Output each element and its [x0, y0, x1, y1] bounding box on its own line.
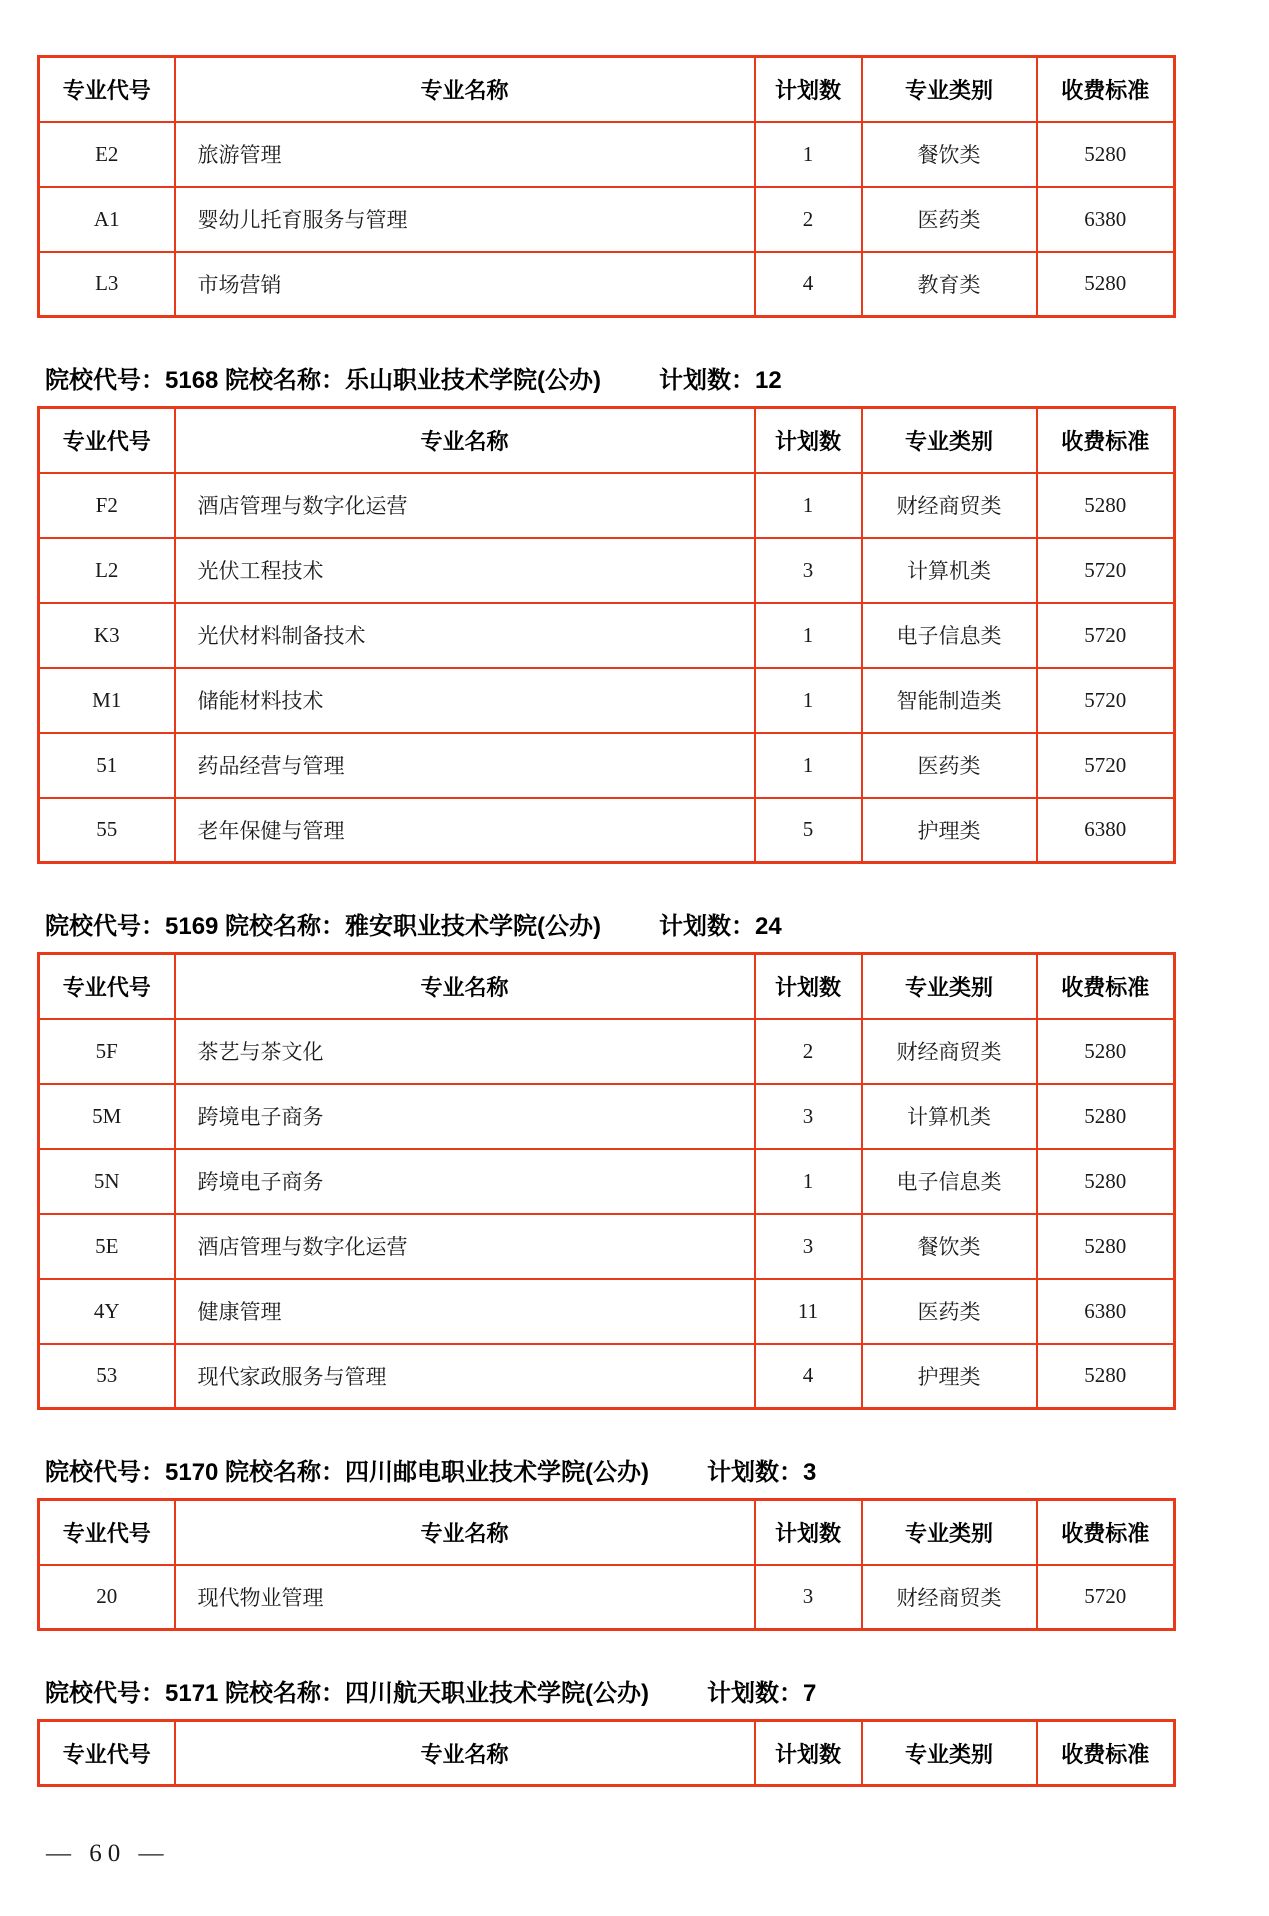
cell-major-code: 55: [39, 798, 175, 863]
cell-major-category: 教育类: [862, 252, 1037, 317]
cell-major-name: 储能材料技术: [175, 668, 755, 733]
table-row: [39, 187, 1175, 252]
cell-fee-standard: 5280: [1037, 1019, 1175, 1084]
col-header-major-code: 专业代号: [39, 954, 175, 1019]
col-header-plan-count: 计划数: [755, 1500, 862, 1565]
cell-fee-standard: 5280: [1037, 1084, 1175, 1149]
cell-major-category: 电子信息类: [862, 603, 1037, 668]
col-header-fee-standard: 收费标准: [1037, 1500, 1175, 1565]
cell-major-code: 20: [39, 1565, 175, 1630]
institution-title: 院校代号：5171 院校名称：四川航天职业技术学院(公办): [45, 1680, 650, 1707]
cell-major-category: 餐饮类: [862, 1214, 1037, 1279]
col-header-plan-count: 计划数: [755, 954, 862, 1019]
table-row: [39, 1279, 1175, 1344]
cell-major-category: 医药类: [862, 1279, 1037, 1344]
cell-fee-standard: 6380: [1037, 187, 1175, 252]
institution-section: [37, 360, 1269, 864]
plan-table: [37, 406, 1176, 864]
cell-major-name: 婴幼儿托育服务与管理: [175, 187, 755, 252]
cell-major-name: 现代物业管理: [175, 1565, 755, 1630]
col-header-major-name: 专业名称: [175, 1721, 755, 1786]
cell-major-name: 药品经营与管理: [175, 733, 755, 798]
col-header-plan-count: 计划数: [755, 57, 862, 122]
institution-section: [37, 1673, 1269, 1787]
cell-plan-count: 4: [755, 1344, 862, 1409]
plan-table: [37, 952, 1176, 1410]
col-header-fee-standard: 收费标准: [1037, 1721, 1175, 1786]
cell-plan-count: 1: [755, 473, 862, 538]
institution-header: [45, 906, 1269, 941]
col-header-major-category: 专业类别: [862, 57, 1037, 122]
cell-major-name: 茶艺与茶文化: [175, 1019, 755, 1084]
cell-major-category: 财经商贸类: [862, 473, 1037, 538]
plan-table: [37, 55, 1176, 318]
cell-plan-count: 3: [755, 1565, 862, 1630]
cell-major-category: 护理类: [862, 798, 1037, 863]
cell-major-category: 智能制造类: [862, 668, 1037, 733]
col-header-major-category: 专业类别: [862, 408, 1037, 473]
cell-major-name: 跨境电子商务: [175, 1084, 755, 1149]
table-row: [39, 1019, 1175, 1084]
cell-fee-standard: 5280: [1037, 122, 1175, 187]
table-row: [39, 538, 1175, 603]
col-header-major-category: 专业类别: [862, 1721, 1037, 1786]
cell-major-name: 健康管理: [175, 1279, 755, 1344]
cell-plan-count: 3: [755, 1214, 862, 1279]
table-header-row: [39, 1721, 1175, 1786]
cell-major-code: F2: [39, 473, 175, 538]
plan-table: [37, 1719, 1176, 1787]
cell-major-code: L2: [39, 538, 175, 603]
cell-major-name: 老年保健与管理: [175, 798, 755, 863]
institution-header: [45, 1673, 1269, 1708]
cell-major-name: 现代家政服务与管理: [175, 1344, 755, 1409]
cell-plan-count: 5: [755, 798, 862, 863]
table-row: [39, 473, 1175, 538]
cell-plan-count: 3: [755, 538, 862, 603]
cell-plan-count: 1: [755, 733, 862, 798]
cell-major-category: 餐饮类: [862, 122, 1037, 187]
institution-title: 院校代号：5168 院校名称：乐山职业技术学院(公办): [45, 367, 602, 394]
institution-title: 院校代号：5170 院校名称：四川邮电职业技术学院(公办): [45, 1459, 650, 1486]
cell-fee-standard: 5280: [1037, 252, 1175, 317]
cell-major-name: 光伏材料制备技术: [175, 603, 755, 668]
col-header-major-name: 专业名称: [175, 408, 755, 473]
cell-major-name: 光伏工程技术: [175, 538, 755, 603]
table-row: [39, 603, 1175, 668]
table-row: [39, 1344, 1175, 1409]
cell-major-code: K3: [39, 603, 175, 668]
cell-fee-standard: 5720: [1037, 603, 1175, 668]
cell-plan-count: 1: [755, 122, 862, 187]
col-header-major-code: 专业代号: [39, 57, 175, 122]
table-row: [39, 122, 1175, 187]
cell-plan-count: 2: [755, 187, 862, 252]
cell-fee-standard: 5720: [1037, 1565, 1175, 1630]
col-header-fee-standard: 收费标准: [1037, 408, 1175, 473]
col-header-major-code: 专业代号: [39, 1500, 175, 1565]
cell-major-name: 跨境电子商务: [175, 1149, 755, 1214]
col-header-plan-count: 计划数: [755, 408, 862, 473]
cell-major-category: 财经商贸类: [862, 1019, 1037, 1084]
cell-major-code: 5N: [39, 1149, 175, 1214]
table-row: [39, 668, 1175, 733]
col-header-major-category: 专业类别: [862, 954, 1037, 1019]
table-header-row: [39, 954, 1175, 1019]
institution-title: 院校代号：5169 院校名称：雅安职业技术学院(公办): [45, 913, 602, 940]
cell-fee-standard: 5280: [1037, 1214, 1175, 1279]
plan-table: [37, 1498, 1176, 1631]
institution-header: [45, 1452, 1269, 1487]
col-header-fee-standard: 收费标准: [1037, 954, 1175, 1019]
cell-major-code: 51: [39, 733, 175, 798]
table-row: [39, 1149, 1175, 1214]
cell-fee-standard: 6380: [1037, 1279, 1175, 1344]
cell-fee-standard: 6380: [1037, 798, 1175, 863]
cell-major-code: 5M: [39, 1084, 175, 1149]
cell-plan-count: 11: [755, 1279, 862, 1344]
col-header-fee-standard: 收费标准: [1037, 57, 1175, 122]
cell-major-code: 5F: [39, 1019, 175, 1084]
col-header-major-code: 专业代号: [39, 408, 175, 473]
institution-plan-count: 计划数：24: [659, 913, 782, 940]
cell-major-code: A1: [39, 187, 175, 252]
cell-major-name: 酒店管理与数字化运营: [175, 473, 755, 538]
cell-fee-standard: 5280: [1037, 1344, 1175, 1409]
cell-plan-count: 2: [755, 1019, 862, 1084]
col-header-plan-count: 计划数: [755, 1721, 862, 1786]
cell-fee-standard: 5720: [1037, 668, 1175, 733]
cell-major-category: 计算机类: [862, 1084, 1037, 1149]
institution-header: [45, 360, 1269, 395]
cell-major-code: L3: [39, 252, 175, 317]
institution-plan-count: 计划数：12: [659, 367, 782, 394]
table-row: [39, 1084, 1175, 1149]
table-header-row: [39, 1500, 1175, 1565]
cell-major-name: 酒店管理与数字化运营: [175, 1214, 755, 1279]
table-row: [39, 798, 1175, 863]
col-header-major-category: 专业类别: [862, 1500, 1037, 1565]
cell-major-category: 财经商贸类: [862, 1565, 1037, 1630]
cell-fee-standard: 5280: [1037, 1149, 1175, 1214]
col-header-major-name: 专业名称: [175, 1500, 755, 1565]
col-header-major-name: 专业名称: [175, 954, 755, 1019]
cell-major-code: M1: [39, 668, 175, 733]
cell-plan-count: 3: [755, 1084, 862, 1149]
cell-major-category: 医药类: [862, 187, 1037, 252]
institution-plan-count: 计划数：3: [707, 1459, 817, 1486]
plan-sections: [37, 55, 1269, 1787]
cell-major-name: 旅游管理: [175, 122, 755, 187]
col-header-major-name: 专业名称: [175, 57, 755, 122]
cell-plan-count: 4: [755, 252, 862, 317]
cell-fee-standard: 5720: [1037, 538, 1175, 603]
institution-section: [37, 1452, 1269, 1631]
col-header-major-code: 专业代号: [39, 1721, 175, 1786]
cell-major-name: 市场营销: [175, 252, 755, 317]
cell-fee-standard: 5720: [1037, 733, 1175, 798]
table-header-row: [39, 408, 1175, 473]
table-row: [39, 252, 1175, 317]
page-number: — 60 —: [46, 1840, 170, 1867]
table-row: [39, 733, 1175, 798]
table-row: [39, 1565, 1175, 1630]
institution-section: [37, 906, 1269, 1410]
cell-major-code: 4Y: [39, 1279, 175, 1344]
cell-major-category: 医药类: [862, 733, 1037, 798]
cell-major-category: 电子信息类: [862, 1149, 1037, 1214]
cell-major-code: 53: [39, 1344, 175, 1409]
cell-major-category: 护理类: [862, 1344, 1037, 1409]
institution-section: [37, 55, 1269, 318]
cell-major-code: 5E: [39, 1214, 175, 1279]
table-row: [39, 1214, 1175, 1279]
cell-plan-count: 1: [755, 603, 862, 668]
table-header-row: [39, 57, 1175, 122]
cell-major-category: 计算机类: [862, 538, 1037, 603]
cell-fee-standard: 5280: [1037, 473, 1175, 538]
institution-plan-count: 计划数：7: [707, 1680, 817, 1707]
cell-major-code: E2: [39, 122, 175, 187]
cell-plan-count: 1: [755, 1149, 862, 1214]
cell-plan-count: 1: [755, 668, 862, 733]
